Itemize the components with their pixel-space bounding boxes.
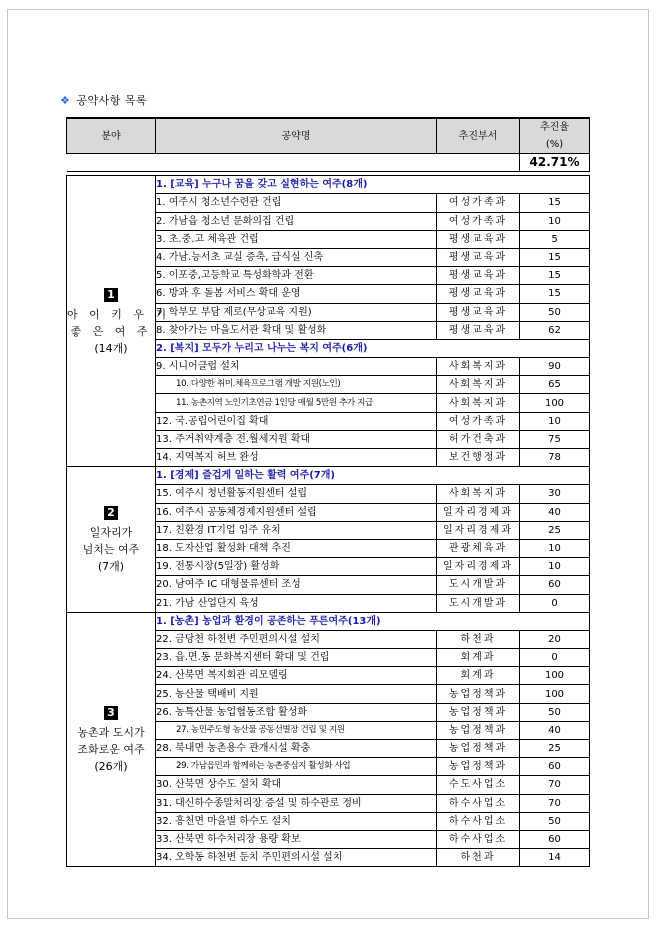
diamond-bullet-icon: ❖ — [60, 93, 71, 107]
pledge-name: 20. 남여주 IC 대형물류센터 조성 — [156, 576, 437, 594]
pledge-rate: 10 — [520, 212, 590, 230]
header-rate-line2: (%) — [545, 139, 564, 150]
pledge-name: 27. 농민주도형 농산물 공동선별장 건립 및 지원 — [156, 721, 437, 739]
pledge-name: 15. 여주시 청년활동지원센터 설립 — [156, 485, 437, 503]
category-number-badge: 2 — [104, 506, 118, 520]
pledge-name: 26. 농특산물 농업협동조합 활성화 — [156, 703, 437, 721]
pledge-rate: 50 — [520, 303, 590, 321]
pledge-name: 7. 학부모 부담 제로(무상교육 지원) — [156, 303, 437, 321]
pledge-rate: 10 — [520, 539, 590, 557]
pledge-rate: 25 — [520, 740, 590, 758]
pledge-name: 13. 주거취약계층 전.월세지원 확대 — [156, 430, 437, 448]
pledge-dept: 평생교육과 — [437, 321, 520, 339]
pledge-dept: 허가건축과 — [437, 430, 520, 448]
total-label-cell — [67, 154, 520, 172]
pledge-name: 29. 가남읍민과 함께하는 농촌중심지 활성화 사업 — [156, 758, 437, 776]
pledge-rate: 50 — [520, 703, 590, 721]
pledge-name: 1. 여주시 청소년수련관 건립 — [156, 194, 437, 212]
pledge-dept: 관광체육과 — [437, 539, 520, 557]
pledge-name: 4. 가남.능서초 교실 증축, 급식실 신축 — [156, 248, 437, 266]
pledge-name: 31. 대신하수종말처리장 증설 및 하수관로 정비 — [156, 794, 437, 812]
pledge-rate: 40 — [520, 503, 590, 521]
category-cell — [67, 176, 171, 467]
section-title: 2. [복지] 모두가 누리고 나누는 복지 여주(6개) — [156, 339, 590, 357]
pledge-dept: 하수사업소 — [437, 794, 520, 812]
header-rate — [520, 118, 590, 154]
pledge-dept: 일자리경제과 — [437, 503, 520, 521]
category-label-line: (26개) — [94, 760, 128, 773]
pledge-dept: 평생교육과 — [437, 248, 520, 266]
pledge-dept: 농업정책과 — [437, 703, 520, 721]
section-row — [67, 176, 590, 194]
category-cell — [67, 467, 156, 613]
pledge-dept: 하천과 — [437, 849, 520, 867]
pledge-dept: 여성가족과 — [437, 212, 520, 230]
header-name: 공약명 — [156, 118, 437, 154]
pledge-name: 3. 초.중.고 체육관 건립 — [156, 230, 437, 248]
pledge-name: 16. 여주시 공동체경제지원센터 설립 — [156, 503, 437, 521]
header-rate-line1: 추진율 — [540, 122, 569, 133]
pledge-rate: 50 — [520, 812, 590, 830]
pledge-name: 5. 이포중,고등학교 특성화학과 전환 — [156, 267, 437, 285]
pledge-name: 32. 흥천면 마을별 하수도 설치 — [156, 812, 437, 830]
category-label-line: (14개) — [94, 341, 128, 355]
pledge-dept: 농업정책과 — [437, 740, 520, 758]
pledge-name: 17. 친환경 IT기업 입주 유치 — [156, 521, 437, 539]
pledge-rate: 10 — [520, 412, 590, 430]
pledge-rate: 15 — [520, 194, 590, 212]
pledge-rate: 30 — [520, 485, 590, 503]
section-title: 1. [경제] 즐겁게 일하는 활력 여주(7개) — [156, 467, 590, 485]
pledge-rate: 5 — [520, 230, 590, 248]
pledge-rate: 10 — [520, 558, 590, 576]
pledge-rate: 62 — [520, 321, 590, 339]
pledge-rate: 100 — [520, 667, 590, 685]
pledge-dept: 사회복지과 — [437, 358, 520, 376]
pledge-name: 23. 읍.면.동 문화복지센터 확대 및 건립 — [156, 649, 437, 667]
section-heading — [60, 92, 147, 108]
pledge-name: 2. 가남읍 청소년 문화의집 건립 — [156, 212, 437, 230]
pledge-rate: 70 — [520, 776, 590, 794]
category-label-line: 일자리가 — [89, 525, 133, 539]
section-row — [67, 467, 590, 485]
pledge-name: 28. 북내면 농촌용수 관개시설 확충 — [156, 740, 437, 758]
pledge-dept: 회계과 — [437, 649, 520, 667]
pledge-dept: 수도사업소 — [437, 776, 520, 794]
pledge-rate: 78 — [520, 449, 590, 467]
pledge-name: 11. 농촌지역 노인기초연금 1인당 매월 5만원 추가 지급 — [156, 394, 437, 412]
total-rate: 42.71% — [520, 154, 590, 172]
pledge-name: 8. 찾아가는 마을도서관 확대 및 활성화 — [156, 321, 437, 339]
pledge-name: 10. 다양한 취미.체육프로그램 개발 지원(노인) — [156, 376, 437, 394]
pledge-rate: 25 — [520, 521, 590, 539]
pledge-dept: 평생교육과 — [437, 303, 520, 321]
heading-text: 공약사항 목록 — [76, 94, 148, 107]
pledge-rate: 20 — [520, 630, 590, 648]
pledge-dept: 농업정책과 — [437, 685, 520, 703]
pledge-name: 18. 도자산업 활성화 대책 추진 — [156, 539, 437, 557]
category-number-badge: 3 — [104, 706, 118, 720]
category-label-line: 조화로운 여주 — [77, 743, 145, 756]
pledge-name: 34. 오학동 하천변 둔치 주민편의시설 설치 — [156, 849, 437, 867]
pledge-rate: 15 — [520, 248, 590, 266]
pledge-dept: 평생교육과 — [437, 285, 520, 303]
header-field: 분야 — [67, 118, 156, 154]
pledge-dept: 여성가족과 — [437, 194, 520, 212]
pledge-rate: 60 — [520, 576, 590, 594]
total-row — [67, 154, 590, 172]
pledge-dept: 사회복지과 — [437, 394, 520, 412]
pledge-dept: 사회복지과 — [437, 485, 520, 503]
pledge-dept: 도시개발과 — [437, 594, 520, 612]
pledge-rate: 65 — [520, 376, 590, 394]
category-label-line: 넘치는 여주 — [82, 542, 140, 556]
pledge-name: 24. 산북면 복지회관 리모델링 — [156, 667, 437, 685]
pledge-dept: 농업정책과 — [437, 721, 520, 739]
pledge-dept: 사회복지과 — [437, 376, 520, 394]
pledge-rate: 100 — [520, 685, 590, 703]
section-row — [67, 612, 590, 630]
pledge-rate: 14 — [520, 849, 590, 867]
pledge-name: 22. 금당천 하천변 주민편의시설 설치 — [156, 630, 437, 648]
pledge-rate: 60 — [520, 830, 590, 848]
pledge-dept: 하수사업소 — [437, 812, 520, 830]
category-label-line: (7개) — [97, 559, 125, 573]
pledge-rate: 0 — [520, 594, 590, 612]
pledge-dept: 평생교육과 — [437, 267, 520, 285]
pledge-rate: 70 — [520, 794, 590, 812]
pledge-dept: 보건행정과 — [437, 449, 520, 467]
header-dept: 추진부서 — [437, 118, 520, 154]
pledge-dept: 회계과 — [437, 667, 520, 685]
pledge-name: 25. 농산물 택배비 지원 — [156, 685, 437, 703]
category-label-line: 농촌과 도시가 — [77, 726, 145, 739]
pledge-name: 12. 국.공립어린이집 확대 — [156, 412, 437, 430]
section-title: 1. [교육] 누구나 꿈을 갖고 실현하는 여주(8개) — [156, 176, 590, 194]
category-label-line: 아 이 키 우 기 — [67, 307, 171, 321]
pledge-name: 33. 산북면 하수처리장 용량 확보 — [156, 830, 437, 848]
pledge-rate: 90 — [520, 358, 590, 376]
pledge-name: 14. 지역복지 허브 완성 — [156, 449, 437, 467]
pledge-name: 21. 가남 산업단지 육성 — [156, 594, 437, 612]
pledge-dept: 농업정책과 — [437, 758, 520, 776]
pledge-name: 9. 시니어클럽 설치 — [156, 358, 437, 376]
pledge-rate: 75 — [520, 430, 590, 448]
pledge-dept: 도시개발과 — [437, 576, 520, 594]
category-label-line: 좋 은 여 주 — [70, 324, 152, 338]
pledge-name: 6. 방과 후 돌봄 서비스 확대 운영 — [156, 285, 437, 303]
pledge-rate: 15 — [520, 285, 590, 303]
pledge-dept: 평생교육과 — [437, 230, 520, 248]
section-title: 1. [농촌] 농업과 환경이 공존하는 푸른여주(13개) — [156, 612, 590, 630]
pledge-rate: 100 — [520, 394, 590, 412]
table-body — [67, 154, 590, 867]
pledge-table — [66, 117, 590, 867]
pledge-name: 30. 산북면 상수도 설치 확대 — [156, 776, 437, 794]
pledge-rate: 0 — [520, 649, 590, 667]
pledge-dept: 하천과 — [437, 630, 520, 648]
pledge-dept: 여성가족과 — [437, 412, 520, 430]
pledge-rate: 60 — [520, 758, 590, 776]
pledge-rate: 40 — [520, 721, 590, 739]
pledge-dept: 일자리경제과 — [437, 521, 520, 539]
pledge-dept: 하수사업소 — [437, 830, 520, 848]
category-number-badge: 1 — [104, 288, 118, 302]
category-cell — [67, 612, 156, 867]
pledge-rate: 15 — [520, 267, 590, 285]
pledge-dept: 일자리경제과 — [437, 558, 520, 576]
pledge-name: 19. 전통시장(5일장) 활성화 — [156, 558, 437, 576]
